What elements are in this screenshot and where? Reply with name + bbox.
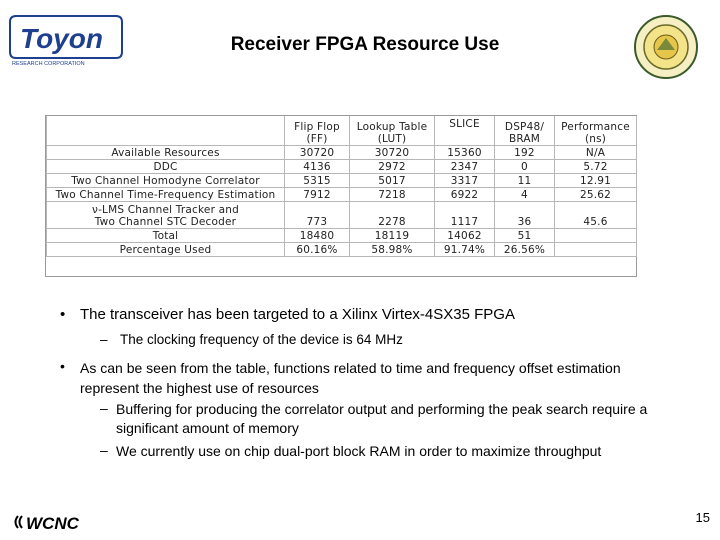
row-label: Available Resources — [47, 146, 285, 160]
cell: 7218 — [350, 188, 435, 202]
cell: 4136 — [285, 160, 350, 174]
header-dsp-bram: DSP48/ BRAM — [495, 116, 555, 146]
wcnc-text: WCNC — [26, 514, 79, 533]
header-slice: SLICE — [435, 116, 495, 146]
bullet-2-sub-2-text: We currently use on chip dual-port block RAM in order to maximize throughput — [116, 443, 602, 459]
cell: 30720 — [285, 146, 350, 160]
table-row-correlator — [47, 174, 637, 188]
header-empty — [47, 116, 285, 146]
bullet-dot: • — [60, 306, 66, 323]
header-performance: Performance (ns) — [555, 116, 637, 146]
cell: 1117 — [435, 202, 495, 229]
cell: 58.98% — [350, 243, 435, 257]
cell: 2278 — [350, 202, 435, 229]
header-lut: Lookup Table (LUT) — [350, 116, 435, 146]
cell: 11 — [495, 174, 555, 188]
cell: 14062 — [435, 229, 495, 243]
cell: 36 — [495, 202, 555, 229]
bullet-1-sub-text: The clocking frequency of the device is 64 MHz — [120, 332, 403, 347]
table-row-percentage — [47, 243, 637, 257]
cell — [555, 229, 637, 243]
table-row-available — [47, 146, 637, 160]
cell: 2972 — [350, 160, 435, 174]
cell: 45.6 — [555, 202, 637, 229]
wcnc-logo — [12, 510, 92, 534]
row-label: Percentage Used — [47, 243, 285, 257]
cell: 7912 — [285, 188, 350, 202]
university-seal — [633, 14, 699, 80]
cell: 51 — [495, 229, 555, 243]
cell: 60.16% — [285, 243, 350, 257]
slide-title: Receiver FPGA Resource Use — [230, 34, 500, 55]
sub-dash: – — [100, 400, 108, 416]
cell: 91.74% — [435, 243, 495, 257]
table-row-total — [47, 229, 637, 243]
page-number: 15 — [695, 510, 710, 525]
cell: 6922 — [435, 188, 495, 202]
cell: 2347 — [435, 160, 495, 174]
cell: 192 — [495, 146, 555, 160]
cell — [555, 243, 637, 257]
cell: 5.72 — [555, 160, 637, 174]
cell: 0 — [495, 160, 555, 174]
cell: 25.62 — [555, 188, 637, 202]
table-row-tf-estimation — [47, 188, 637, 202]
table-header-row — [47, 116, 637, 146]
cell: 12.91 — [555, 174, 637, 188]
row-label: ν-LMS Channel Tracker and Two Channel STC Decoder — [47, 202, 285, 229]
bullet-2-text: As can be seen from the table, functions related to time and frequency offset estimation represent the highest use of resources — [80, 360, 621, 396]
cell: 18480 — [285, 229, 350, 243]
logo-subtext: RESEARCH CORPORATION — [12, 61, 85, 66]
logo-wordmark: Toyon — [20, 23, 103, 54]
cell: 4 — [495, 188, 555, 202]
cell: 26.56% — [495, 243, 555, 257]
bullet-1-text: The transceiver has been targeted to a Xilinx Virtex-4SX35 FPGA — [80, 306, 515, 323]
toyon-logo — [6, 12, 126, 66]
cell: 5017 — [350, 174, 435, 188]
cell: 773 — [285, 202, 350, 229]
row-label: Two Channel Time-Frequency Estimation — [47, 188, 285, 202]
sub-dash: – — [100, 332, 108, 347]
row-label: Two Channel Homodyne Correlator — [47, 174, 285, 188]
cell: 30720 — [350, 146, 435, 160]
bullet-2-sub-1-text: Buffering for producing the correlator output and performing the peak search require a significant amount of memory — [116, 401, 648, 436]
cell: 5315 — [285, 174, 350, 188]
row-label: DDC — [47, 160, 285, 174]
cell: 18119 — [350, 229, 435, 243]
cell: 3317 — [435, 174, 495, 188]
header-ff: Flip Flop (FF) — [285, 116, 350, 146]
cell: N/A — [555, 146, 637, 160]
sub-dash: – — [100, 442, 108, 458]
toyon-logo-graphic — [6, 12, 126, 66]
table-row-ddc — [47, 160, 637, 174]
resource-table — [45, 115, 637, 277]
bullet-dot: • — [60, 358, 65, 374]
table-row-channel-tracker — [47, 202, 637, 229]
row-label: Total — [47, 229, 285, 243]
cell: 15360 — [435, 146, 495, 160]
